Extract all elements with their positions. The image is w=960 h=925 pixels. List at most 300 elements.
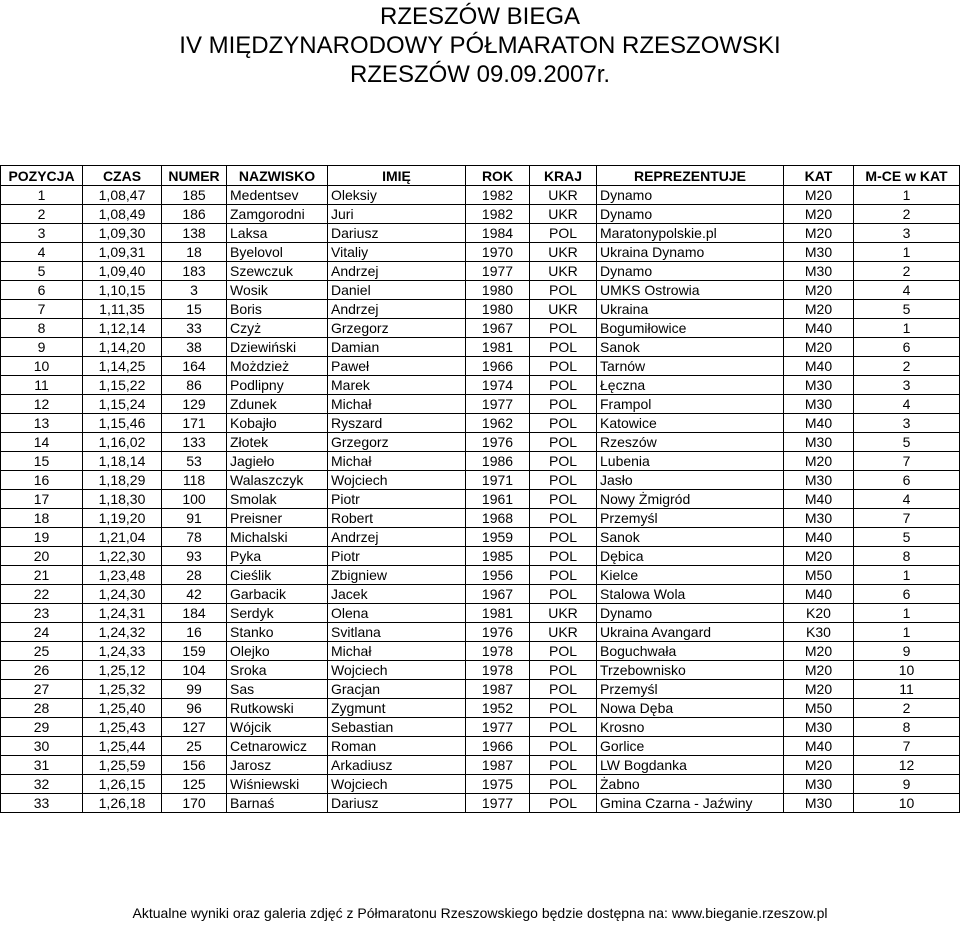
cell-kat: M20 <box>784 661 854 680</box>
cell-rok: 1986 <box>466 452 530 471</box>
cell-rok: 1981 <box>466 338 530 357</box>
cell-rok: 1956 <box>466 566 530 585</box>
cell-kraj: UKR <box>530 205 597 224</box>
table-row <box>1 300 960 319</box>
cell-miejsce-w-kat: 3 <box>854 376 960 395</box>
cell-kraj: POL <box>530 357 597 376</box>
cell-reprezentuje: Sanok <box>597 338 784 357</box>
cell-imie: Piotr <box>328 490 466 509</box>
cell-miejsce-w-kat: 4 <box>854 395 960 414</box>
table-row <box>1 547 960 566</box>
cell-imie: Jacek <box>328 585 466 604</box>
cell-kat: M30 <box>784 471 854 490</box>
cell-kraj: POL <box>530 775 597 794</box>
cell-kraj: POL <box>530 414 597 433</box>
cell-miejsce-w-kat: 1 <box>854 319 960 338</box>
table-row <box>1 338 960 357</box>
header-rok: ROK <box>466 166 530 186</box>
cell-kraj: POL <box>530 452 597 471</box>
footer-note: Aktualne wyniki oraz galeria zdjęć z Półmaratonu Rzeszowskiego będzie dostępna na: www.bieganie.rzeszow.pl <box>132 905 828 921</box>
cell-imie: Andrzej <box>328 300 466 319</box>
cell-numer: 33 <box>162 319 227 338</box>
cell-miejsce-w-kat: 1 <box>854 566 960 585</box>
cell-imie: Piotr <box>328 547 466 566</box>
table-row <box>1 376 960 395</box>
cell-pozycja: 6 <box>1 281 83 300</box>
cell-numer: 99 <box>162 680 227 699</box>
cell-reprezentuje: Dębica <box>597 547 784 566</box>
cell-kraj: POL <box>530 395 597 414</box>
title-line-2: IV MIĘDZYNARODOWY PÓŁMARATON RZESZOWSKI <box>179 32 781 59</box>
cell-numer: 104 <box>162 661 227 680</box>
cell-numer: 156 <box>162 756 227 775</box>
cell-kraj: POL <box>530 566 597 585</box>
cell-reprezentuje: Boguchwała <box>597 642 784 661</box>
cell-pozycja: 9 <box>1 338 83 357</box>
cell-czas: 1,25,43 <box>83 718 162 737</box>
cell-czas: 1,08,47 <box>83 186 162 205</box>
cell-nazwisko: Garbacik <box>227 585 328 604</box>
cell-czas: 1,18,29 <box>83 471 162 490</box>
cell-miejsce-w-kat: 1 <box>854 186 960 205</box>
cell-pozycja: 17 <box>1 490 83 509</box>
table-row <box>1 357 960 376</box>
header-numer: NUMER <box>162 166 227 186</box>
cell-reprezentuje: Kielce <box>597 566 784 585</box>
title-line-3: RZESZÓW 09.09.2007r. <box>349 61 611 88</box>
cell-nazwisko: Wosik <box>227 281 328 300</box>
cell-nazwisko: Pyka <box>227 547 328 566</box>
cell-kraj: POL <box>530 547 597 566</box>
cell-imie: Wojciech <box>328 471 466 490</box>
header-reprezentuje: REPREZENTUJE <box>597 166 784 186</box>
cell-nazwisko: Zamgorodni <box>227 205 328 224</box>
cell-numer: 171 <box>162 414 227 433</box>
cell-czas: 1,18,14 <box>83 452 162 471</box>
cell-miejsce-w-kat: 10 <box>854 661 960 680</box>
cell-czas: 1,16,02 <box>83 433 162 452</box>
header-czas: CZAS <box>83 166 162 186</box>
cell-nazwisko: Smolak <box>227 490 328 509</box>
cell-nazwisko: Laksa <box>227 224 328 243</box>
cell-numer: 42 <box>162 585 227 604</box>
cell-pozycja: 18 <box>1 509 83 528</box>
cell-kraj: POL <box>530 471 597 490</box>
cell-imie: Grzegorz <box>328 433 466 452</box>
cell-nazwisko: Jagieło <box>227 452 328 471</box>
cell-kat: M20 <box>784 452 854 471</box>
cell-kat: M50 <box>784 699 854 718</box>
cell-imie: Svitlana <box>328 623 466 642</box>
cell-pozycja: 11 <box>1 376 83 395</box>
cell-reprezentuje: Przemyśl <box>597 509 784 528</box>
table-row <box>1 509 960 528</box>
cell-kraj: POL <box>530 794 597 813</box>
cell-nazwisko: Boris <box>227 300 328 319</box>
cell-czas: 1,12,14 <box>83 319 162 338</box>
cell-rok: 1982 <box>466 186 530 205</box>
cell-miejsce-w-kat: 2 <box>854 205 960 224</box>
cell-reprezentuje: Jasło <box>597 471 784 490</box>
cell-miejsce-w-kat: 5 <box>854 300 960 319</box>
cell-kat: M20 <box>784 205 854 224</box>
table-row <box>1 433 960 452</box>
table-header-row <box>1 166 960 186</box>
cell-rok: 1976 <box>466 623 530 642</box>
cell-reprezentuje: Dynamo <box>597 186 784 205</box>
cell-kat: M40 <box>784 414 854 433</box>
cell-numer: 18 <box>162 243 227 262</box>
cell-pozycja: 13 <box>1 414 83 433</box>
table-row <box>1 604 960 623</box>
cell-rok: 1971 <box>466 471 530 490</box>
cell-numer: 38 <box>162 338 227 357</box>
cell-kat: K20 <box>784 604 854 623</box>
cell-numer: 170 <box>162 794 227 813</box>
cell-kraj: POL <box>530 699 597 718</box>
cell-numer: 93 <box>162 547 227 566</box>
cell-kraj: POL <box>530 718 597 737</box>
cell-nazwisko: Barnaś <box>227 794 328 813</box>
results-table <box>0 165 960 813</box>
cell-kat: M20 <box>784 224 854 243</box>
cell-kat: M40 <box>784 585 854 604</box>
cell-nazwisko: Sroka <box>227 661 328 680</box>
cell-pozycja: 32 <box>1 775 83 794</box>
cell-czas: 1,15,22 <box>83 376 162 395</box>
cell-kraj: UKR <box>530 243 597 262</box>
cell-kat: M30 <box>784 794 854 813</box>
cell-kat: M40 <box>784 357 854 376</box>
cell-kraj: POL <box>530 319 597 338</box>
table-row <box>1 319 960 338</box>
cell-reprezentuje: LW Bogdanka <box>597 756 784 775</box>
cell-czas: 1,26,15 <box>83 775 162 794</box>
cell-numer: 129 <box>162 395 227 414</box>
cell-nazwisko: Cetnarowicz <box>227 737 328 756</box>
cell-numer: 15 <box>162 300 227 319</box>
cell-nazwisko: Sas <box>227 680 328 699</box>
cell-pozycja: 28 <box>1 699 83 718</box>
cell-kat: M20 <box>784 756 854 775</box>
table-row <box>1 756 960 775</box>
cell-reprezentuje: Tarnów <box>597 357 784 376</box>
cell-numer: 186 <box>162 205 227 224</box>
cell-kraj: UKR <box>530 186 597 205</box>
cell-rok: 1984 <box>466 224 530 243</box>
cell-kat: M20 <box>784 300 854 319</box>
cell-reprezentuje: Bogumiłowice <box>597 319 784 338</box>
header-imie: IMIĘ <box>328 166 466 186</box>
cell-rok: 1987 <box>466 756 530 775</box>
cell-imie: Arkadiusz <box>328 756 466 775</box>
cell-rok: 1974 <box>466 376 530 395</box>
cell-kraj: UKR <box>530 623 597 642</box>
cell-kraj: POL <box>530 376 597 395</box>
cell-numer: 91 <box>162 509 227 528</box>
cell-rok: 1981 <box>466 604 530 623</box>
cell-imie: Zbigniew <box>328 566 466 585</box>
cell-czas: 1,14,25 <box>83 357 162 376</box>
cell-miejsce-w-kat: 5 <box>854 433 960 452</box>
cell-kraj: POL <box>530 528 597 547</box>
header-kraj: KRAJ <box>530 166 597 186</box>
cell-pozycja: 30 <box>1 737 83 756</box>
cell-miejsce-w-kat: 3 <box>854 414 960 433</box>
cell-czas: 1,24,33 <box>83 642 162 661</box>
cell-nazwisko: Podlipny <box>227 376 328 395</box>
header-kat: KAT <box>784 166 854 186</box>
cell-imie: Michał <box>328 395 466 414</box>
cell-kat: M20 <box>784 547 854 566</box>
cell-numer: 86 <box>162 376 227 395</box>
cell-kraj: POL <box>530 661 597 680</box>
cell-reprezentuje: Ukraina <box>597 300 784 319</box>
cell-reprezentuje: Sanok <box>597 528 784 547</box>
cell-kat: M30 <box>784 775 854 794</box>
cell-czas: 1,25,40 <box>83 699 162 718</box>
table-row <box>1 623 960 642</box>
cell-reprezentuje: Dynamo <box>597 205 784 224</box>
cell-imie: Michał <box>328 642 466 661</box>
cell-pozycja: 5 <box>1 262 83 281</box>
cell-imie: Wojciech <box>328 661 466 680</box>
cell-kraj: UKR <box>530 262 597 281</box>
cell-imie: Damian <box>328 338 466 357</box>
cell-rok: 1978 <box>466 642 530 661</box>
cell-pozycja: 25 <box>1 642 83 661</box>
cell-nazwisko: Rutkowski <box>227 699 328 718</box>
cell-pozycja: 10 <box>1 357 83 376</box>
cell-pozycja: 29 <box>1 718 83 737</box>
cell-reprezentuje: Stalowa Wola <box>597 585 784 604</box>
cell-kat: M30 <box>784 433 854 452</box>
cell-numer: 159 <box>162 642 227 661</box>
cell-miejsce-w-kat: 9 <box>854 642 960 661</box>
cell-imie: Juri <box>328 205 466 224</box>
cell-reprezentuje: Ukraina Avangard <box>597 623 784 642</box>
cell-reprezentuje: Lubenia <box>597 452 784 471</box>
cell-miejsce-w-kat: 6 <box>854 471 960 490</box>
cell-pozycja: 19 <box>1 528 83 547</box>
cell-reprezentuje: Nowy Żmigród <box>597 490 784 509</box>
cell-reprezentuje: UMKS Ostrowia <box>597 281 784 300</box>
cell-kat: M40 <box>784 319 854 338</box>
cell-kat: M20 <box>784 338 854 357</box>
cell-imie: Wojciech <box>328 775 466 794</box>
cell-miejsce-w-kat: 7 <box>854 452 960 471</box>
table-row <box>1 661 960 680</box>
cell-miejsce-w-kat: 1 <box>854 243 960 262</box>
cell-rok: 1975 <box>466 775 530 794</box>
cell-kraj: POL <box>530 737 597 756</box>
cell-reprezentuje: Maratonypolskie.pl <box>597 224 784 243</box>
cell-reprezentuje: Łęczna <box>597 376 784 395</box>
header-nazwisko: NAZWISKO <box>227 166 328 186</box>
cell-rok: 1977 <box>466 794 530 813</box>
table-row <box>1 395 960 414</box>
cell-numer: 100 <box>162 490 227 509</box>
cell-czas: 1,25,44 <box>83 737 162 756</box>
cell-pozycja: 7 <box>1 300 83 319</box>
cell-pozycja: 8 <box>1 319 83 338</box>
cell-nazwisko: Złotek <box>227 433 328 452</box>
cell-numer: 138 <box>162 224 227 243</box>
cell-pozycja: 1 <box>1 186 83 205</box>
cell-rok: 1980 <box>466 281 530 300</box>
cell-nazwisko: Kobajło <box>227 414 328 433</box>
cell-imie: Paweł <box>328 357 466 376</box>
cell-nazwisko: Czyż <box>227 319 328 338</box>
cell-numer: 25 <box>162 737 227 756</box>
cell-miejsce-w-kat: 3 <box>854 224 960 243</box>
cell-pozycja: 22 <box>1 585 83 604</box>
cell-nazwisko: Zdunek <box>227 395 328 414</box>
cell-pozycja: 27 <box>1 680 83 699</box>
cell-reprezentuje: Krosno <box>597 718 784 737</box>
cell-kat: K30 <box>784 623 854 642</box>
cell-reprezentuje: Trzebownisko <box>597 661 784 680</box>
table-row <box>1 528 960 547</box>
cell-pozycja: 4 <box>1 243 83 262</box>
header-miejsce-w-kat: M-CE w KAT <box>854 166 960 186</box>
table-row <box>1 680 960 699</box>
cell-miejsce-w-kat: 2 <box>854 357 960 376</box>
cell-reprezentuje: Katowice <box>597 414 784 433</box>
cell-nazwisko: Szewczuk <box>227 262 328 281</box>
cell-rok: 1966 <box>466 357 530 376</box>
cell-rok: 1976 <box>466 433 530 452</box>
cell-pozycja: 12 <box>1 395 83 414</box>
cell-czas: 1,26,18 <box>83 794 162 813</box>
cell-imie: Andrzej <box>328 528 466 547</box>
cell-numer: 16 <box>162 623 227 642</box>
cell-czas: 1,25,12 <box>83 661 162 680</box>
cell-czas: 1,09,30 <box>83 224 162 243</box>
cell-nazwisko: Preisner <box>227 509 328 528</box>
cell-kat: M20 <box>784 642 854 661</box>
cell-kraj: POL <box>530 585 597 604</box>
cell-kat: M20 <box>784 680 854 699</box>
cell-imie: Zygmunt <box>328 699 466 718</box>
cell-miejsce-w-kat: 8 <box>854 718 960 737</box>
cell-numer: 96 <box>162 699 227 718</box>
cell-miejsce-w-kat: 6 <box>854 338 960 357</box>
cell-czas: 1,09,40 <box>83 262 162 281</box>
cell-kraj: POL <box>530 281 597 300</box>
cell-rok: 1970 <box>466 243 530 262</box>
cell-rok: 1985 <box>466 547 530 566</box>
cell-pozycja: 26 <box>1 661 83 680</box>
cell-pozycja: 31 <box>1 756 83 775</box>
cell-imie: Roman <box>328 737 466 756</box>
cell-miejsce-w-kat: 6 <box>854 585 960 604</box>
cell-reprezentuje: Rzeszów <box>597 433 784 452</box>
cell-imie: Robert <box>328 509 466 528</box>
table-row <box>1 281 960 300</box>
cell-kraj: POL <box>530 509 597 528</box>
cell-miejsce-w-kat: 7 <box>854 509 960 528</box>
cell-rok: 1977 <box>466 718 530 737</box>
table-row <box>1 737 960 756</box>
cell-kat: M30 <box>784 718 854 737</box>
cell-imie: Oleksiy <box>328 186 466 205</box>
cell-czas: 1,19,20 <box>83 509 162 528</box>
cell-czas: 1,11,35 <box>83 300 162 319</box>
cell-kraj: POL <box>530 680 597 699</box>
cell-numer: 28 <box>162 566 227 585</box>
cell-rok: 1962 <box>466 414 530 433</box>
cell-pozycja: 3 <box>1 224 83 243</box>
cell-czas: 1,14,20 <box>83 338 162 357</box>
cell-kraj: POL <box>530 642 597 661</box>
cell-czas: 1,25,59 <box>83 756 162 775</box>
cell-nazwisko: Możdzież <box>227 357 328 376</box>
cell-kat: M40 <box>784 528 854 547</box>
cell-czas: 1,21,04 <box>83 528 162 547</box>
cell-numer: 127 <box>162 718 227 737</box>
cell-numer: 184 <box>162 604 227 623</box>
cell-imie: Dariusz <box>328 224 466 243</box>
table-row <box>1 794 960 813</box>
cell-kat: M40 <box>784 737 854 756</box>
cell-nazwisko: Dziewiński <box>227 338 328 357</box>
cell-reprezentuje: Dynamo <box>597 604 784 623</box>
table-row <box>1 642 960 661</box>
cell-miejsce-w-kat: 4 <box>854 490 960 509</box>
table-row <box>1 718 960 737</box>
cell-numer: 3 <box>162 281 227 300</box>
cell-pozycja: 21 <box>1 566 83 585</box>
table-row <box>1 775 960 794</box>
cell-pozycja: 2 <box>1 205 83 224</box>
cell-rok: 1967 <box>466 319 530 338</box>
cell-rok: 1961 <box>466 490 530 509</box>
cell-reprezentuje: Ukraina Dynamo <box>597 243 784 262</box>
results-body <box>1 186 960 813</box>
cell-imie: Marek <box>328 376 466 395</box>
table-row <box>1 585 960 604</box>
table-row <box>1 414 960 433</box>
cell-kat: M30 <box>784 262 854 281</box>
cell-miejsce-w-kat: 11 <box>854 680 960 699</box>
cell-reprezentuje: Dynamo <box>597 262 784 281</box>
cell-czas: 1,09,31 <box>83 243 162 262</box>
cell-kat: M50 <box>784 566 854 585</box>
cell-imie: Ryszard <box>328 414 466 433</box>
table-row <box>1 205 960 224</box>
cell-numer: 78 <box>162 528 227 547</box>
cell-imie: Dariusz <box>328 794 466 813</box>
document-title <box>0 2 960 89</box>
table-row <box>1 471 960 490</box>
table-row <box>1 243 960 262</box>
cell-reprezentuje: Frampol <box>597 395 784 414</box>
cell-kat: M30 <box>784 509 854 528</box>
cell-imie: Andrzej <box>328 262 466 281</box>
cell-kat: M30 <box>784 395 854 414</box>
cell-miejsce-w-kat: 2 <box>854 262 960 281</box>
cell-rok: 1952 <box>466 699 530 718</box>
cell-kraj: POL <box>530 490 597 509</box>
cell-miejsce-w-kat: 1 <box>854 623 960 642</box>
cell-nazwisko: Byelovol <box>227 243 328 262</box>
table-row <box>1 566 960 585</box>
cell-kat: M40 <box>784 490 854 509</box>
cell-miejsce-w-kat: 1 <box>854 604 960 623</box>
cell-imie: Olena <box>328 604 466 623</box>
cell-pozycja: 33 <box>1 794 83 813</box>
